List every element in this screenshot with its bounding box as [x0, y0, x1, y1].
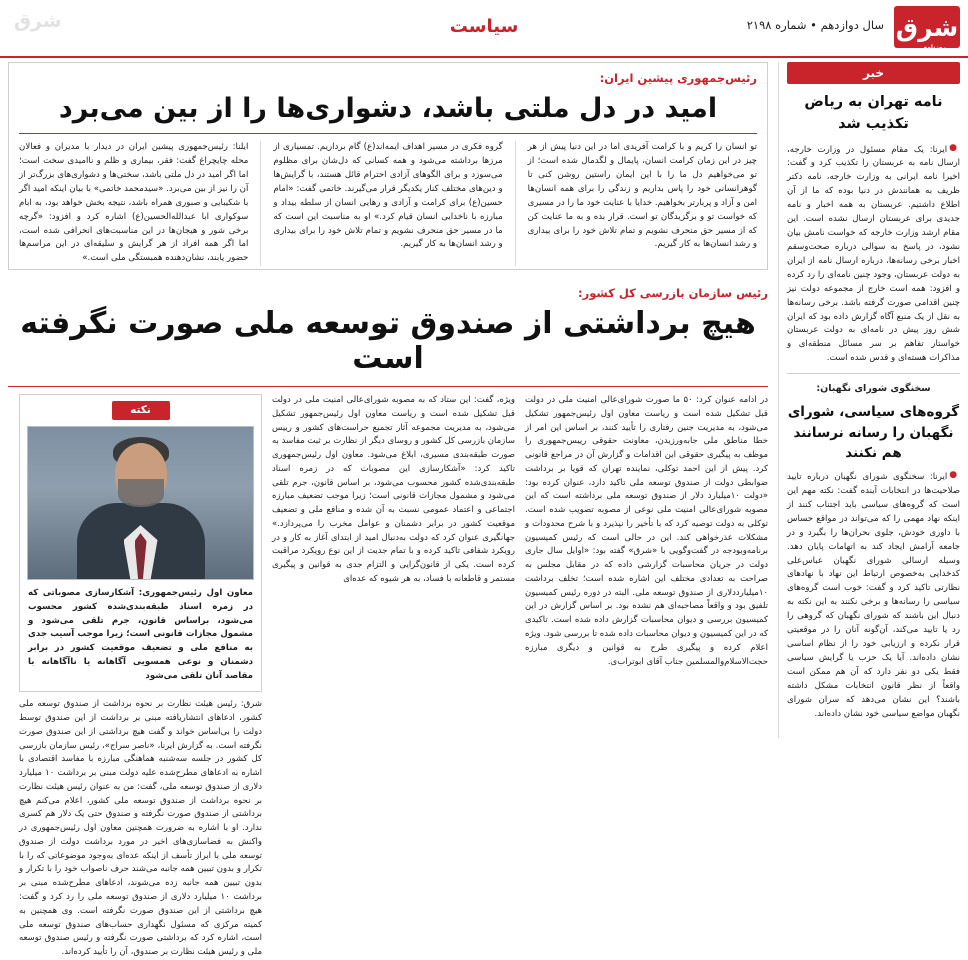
- issue-info: سال دوازدهم • شماره ۲۱۹۸: [746, 18, 884, 32]
- article-top: [8, 62, 768, 270]
- article-top-col-right: ایلنا: رئیس‌جمهوری پیشین ایران در دیدار با مدیران و فعالان محله چایچراغ گفت: فقر، بیماری و ظلم و ناامیدی سخت است؛ اما اگر امید در دل ملتی باشد، سختی‌ها و دشواری‌های بزرگ‌تر از آن را نیز از بین می‌برد. «سیدمحمد خاتمی» با بیان اینکه امید اگر با شکیبایی و صبوری همراه باشد، نتیجه بخش خواهد بود، به ابام سوکواری ابا عبدالله‌الحسین(ع) اشاره کرد و افزود: «گرچه برخی شور و هیجان‌ها در این مناسبت‌های انحرافی شده است، اما اگر همه افراد از هر گرایش و سلیقه‌ای در این مراسم‌ها حضور یابند، نشان‌دهنده همبستگی ملی است.»: [19, 142, 249, 264]
- sidebar-item-1-body: ●ایرنا: یک مقام مسئول در وزارت خارجه، ارسال نامه به عربستان را تکذیب کرد و گفت: اخیرا نامه ایرانی به وزارت خارجه، نامه دکتر ظریف به همانندش در دنیا بوده که ما از آن اطلاع داشتیم. عربستان به همه اخبار و نامه جدیدی برای عربستان ارسال نشده است. این مقام ارشد وزارت خارجه که خواست نامش بیان نشود، در پاسخ به سوالی درباره صحت‌وسقم اخبار برخی رسانه‌ها، درباره ارسال نامه از ایران به دولت عربستان، وجود چنین نامه‌ای را رد کرده و افزود: همه است خارج از مجموعه دولت نیز چنین اقدامی صورت گرفته باشد. برخی رسانه‌ها به نقل از یک منبع آگاه گزارش داده بود که ایران شش روز پیش در نامه‌ای به دولت عربستان خواستار تفاهم بر سر مسائل منطقه‌ای و مذاکرات هسته‌ای و قدس شده است.: [787, 142, 960, 364]
- article-top-columns: [19, 141, 757, 266]
- divider: [787, 373, 960, 374]
- photo-beard: [118, 479, 164, 507]
- article-main-kicker: رئیس سازمان بازرسی کل کشور:: [578, 286, 768, 300]
- article-main-headline: هیچ برداشتی از صندوق توسعه ملی صورت نگرفته است: [20, 306, 756, 376]
- article-main-col-right-text: شرق: رئیس هیئت نظارت بر نحوه برداشت از صندوق توسعه ملی کشور، ادعاهای انتشاریافته مبنی بر برداشت از این صندوق توسط دولت را بی‌اساس خواند و گفت هیچ برداشتی از این صندوق صورت نگرفته است. به گزارش ایرنا، «ناصر سراج»، رئیس سازمان بازرسی کل کشور در جلسه سه‌شنبه هماهنگی مبارزه با مفاسد اقتصادی با اشاره به ادعاهای مطرح‌شده علیه دولت مبنی بر برداشت ۱۰ میلیارد دلاری از صندوق توسعه ملی، گفت: من به عنوان رئیس هیئت نظارت بر نحوه برداشت از صندوق توسعه ملی کشور، اعلام می‌کنم هیچ برداشتی از صندوق صورت نگرفته و صندوق حتی یک دلار هم کسری ندارد. او با اشاره به ضرورت همچنین معاون اول رئیس‌جمهوری در واکنش به فضاسازی‌های اخیر در مورد برداشت دولت از صندوق توسعه ملی با ابراز تأسف از اینکه عده‌ای به‌وجود موضوعاتی که را با تکرار و بدون تبیین همه جانبه می‌شند حرف ناصواب خود را با تکرار و بدون تبیین همه جانبه زده می‌شوند، ادعاهای مطرح‌شده مبنی بر برداشت ۱۰ میلیارد دلاری از صندوق توسعه ملی را رد کرد و گفت: هیچ برداشتی از این صندوق صورت نگرفته است. وی همچنین به کمیته مرکزی که مسئول نگهداری حساب‌های صندوق توسعه ملی است، اشاره کرد که برداشتی صورت نگرفته و رئیس صندوق توسعه ملی و رئیس هیئت نظارت بر صندوق، آن را تأیید کرده‌اند.: [19, 699, 262, 958]
- masthead: [0, 0, 968, 58]
- logo-subtitle: روزنامه: [923, 44, 946, 51]
- note-box: [19, 394, 262, 692]
- page-title: سیاست: [449, 16, 519, 37]
- note-badge: نکته: [112, 401, 170, 420]
- divider: [8, 386, 768, 387]
- news-sidebar: [778, 62, 960, 738]
- portrait-photo: [27, 426, 253, 580]
- logo-text: شرق: [895, 12, 959, 42]
- divider: [515, 141, 516, 266]
- bullet-icon: ●: [949, 470, 960, 480]
- bullet-icon: ●: [949, 142, 960, 153]
- sidebar-item-2-title: گروه‌های سیاسی، شورای نگهبان را رسانه نرسانند هم نکنند: [787, 404, 960, 461]
- article-main-columns: [8, 394, 768, 958]
- article-top-headline: امید در دل ملتی باشد، دشواری‌ها را از بین می‌برد: [58, 93, 718, 124]
- sidebar-item-1-title: نامه تهران به ریاض تکذیب شد: [804, 94, 943, 132]
- divider: [19, 133, 757, 134]
- article-main-col-mid: [272, 394, 515, 782]
- note-text: معاون اول رئیس‌جمهوری: آشکارسازی مصوباتی که در زمره اسناد طبقه‌بندی‌شده کشور محسوب می‌شود، براساس قانون، جرم تلقی می‌شود و مشمول مجازات قانونی است؛ زیرا موجب آسیب جدی به منافع ملی و تضعیف موقعیت کشور در برابر دشمنان و نوعی همسویی آگاهانه یا ناآگاهانه با مقاصد آنان تلقی می‌شود: [28, 588, 253, 681]
- article-main: [8, 286, 768, 958]
- article-main-col-mid-text: ویژه، گفت: این ستاد که به مصوبه شورای‌عالی امنیت ملی در دولت قبل تشکیل شده است و ریاست معاون اول رئیس‌جمهور تشکیل می‌شود، به مدیریت مجموعه آثار تجمیع حراست‌های کشور و رییس سازمان بازرسی کل کشور و روسای دیگر از نظارت بر ثبت مفاسد به صورت طبقه‌بندی مسیری، ابلاغ می‌شود. معاون اول رئیس‌جمهوری تاکید کرد: «آشکارسازی این مصوبات که در زمره اسناد طبقه‌بندی‌شده کشور محسوب می‌شود، بر اساس قانون، جرم تلقی می‌شود و مشمول مجازات قانونی است؛ زیرا موجب تضعیف مبارزه اجتماعی و اعتماد عمومی نسبت به آن شده و منافع ملی و تضعیف موقعیت کشور در برابر دشمنان و عوامل مخرب را می‌پردازد.» جهانگیری عنوان کرد که دولت به‌دنبال امید از ابتدای آغاز به کار و در رویکرد شفافی تاکید کرده و با تمام جدیت از این نوع رویکرد مراقبت کرده است. یکی از قانون‌گرایی و التزام جدی به قوانین و پیگیری مستمر و قاطعانه با فساد، به هر شیوه که عده‌ای: [272, 395, 515, 584]
- watermark: شرق: [14, 10, 62, 32]
- article-main-col-left: در ادامه عنوان کرد: ۵۰ ما صورت شورای‌عالی امنیت ملی در دولت قبل تشکیل شده است و ریاست معاون اول رئیس‌جمهور تشکیل می‌شود، به مدیریت جنین رفتاری را تأیید کنند، بر اساس این امر از خطا مناطق ملی جابه‌ورزیدن، معاونت حقوقی رییس‌جمهوری را موظف به پیگیری حقوقی این اقدامات و گزارش آن در مراجع قانونی کرد. پیش از این احمد توکلی، نماینده تهران که قویا بر برداشت ضوابطی دولت از صندوق توسعه ملی تاکید دارد، عنوان کرده بود: «دولت ۱۰میلیارد دلار از صندوق توسعه ملی برداشته است که این مصوبه شورای‌عالی امنیت ملی نوعی از مصوبه تصویب شده است. توکلی به دولت توصیه کرد که با تأخیر را نپذیرد و با شرح محدودات و مشکلات عذرخواهی کند. این در حالی است که رئیس کمیسیون برنامه‌وبودجه در گفت‌وگویی با «شرق» گفته بود: «اوایل سال جاری دولت در جریان محاسبات گزارشی داده که در مقابل مجلس به صراحت به تعدادی مختلف این اشاره شده است؛ تخلف برداشت ۱۰میلیارددلاری از صندوق توسعه ملی. البته در دوره رئیس کمیسیون تلفیق بود و واقعاً مصاحبه‌ای هم نشده بود. بر اساس گزارش در این کمیسیون بررسی و دیوان محاسبات گزارش داده شده است. تاکیدی که در این کمیسیون و دیوان محاسبات داده شده تا بررسی شود. ویژه اعلام کرده و پیگیری طرح به قوانین و دیگری مبارزه حجت‌الاسلام‌والمسلمین جناب آقای ابوتراب‌ی.: [525, 395, 768, 667]
- article-top-col-left: تو انسان را کریم و با کرامت آفریدی اما در این دنیا پیش از هر چیز در این زمان کرامت انسان، پایمال و لگدمال شده است؛ از تو می‌خواهیم دل ما را با این ایمان راستین روشن کنی تا گوهرانسانی خود را پاس بداریم و زندگی را برای همه انسان‌ها امن و آزاد و پربارتر بخواهیم. خدایا با عنایت خود ما را در مسیری که خواست تو و برگزیدگان تو است. قرار بده و به ما عنایت کن که از مسیر حق منحرف نشویم و تمام تلاش خود را برای بیداری و رشد انسان‌ها به کار گیریم.: [527, 142, 757, 250]
- sidebar-item-2-kicker: سخنگوی شورای نگهبان:: [816, 383, 931, 395]
- article-top-col-mid: گروه فکری در مسیر اهداف ایمه‌اند(ع) گام برداریم. تمسیاری از مرزها برداشته می‌شود و همه کسانی که دل‌شان برای مظلوم می‌سوزد و برای الگوهای آزادی احترام قائل هستند، با گرایش‌ها و دین‌های مختلف کنار یکدیگر قرار می‌گیرند. خاتمی گفت: «امام حسین(ع) برای کرامت و آزادی و رهایی انسان از سلطه بیداد و مبارزه با ناخدایی انسان قیام کرد.» او به مناسبت این است که ما در مسیر حق منحرف نشویم و تمام تلاش خود را برای بیداری و رشد انسان‌ها به کار گیریم.: [273, 142, 503, 250]
- sidebar-badge: خبر: [787, 62, 960, 84]
- divider: [260, 141, 261, 266]
- article-main-col-right: [19, 394, 262, 958]
- sidebar-item-2-body: ●ایرنا: سخنگوی شورای نگهبان درباره تایید صلاحیت‌ها در انتخابات آینده گفت: نکته مهم این است که گروه‌های سیاسی باید اجتناب کنند از اینکه نهاد مهمی را که می‌تواند در مواقع حساس با داوری خودش، جلوی بحران‌ها را بگیرد و در جامعه آرامش ایجاد کند به اتهامات پایان دهد. وسیله ارسالی شورای نگهبان عباس‌علی کدخدایی به‌خصوص ارتباط این نهاد با نهادهای نظارتی تاکید کرد و گفت: خوب است گروه‌های سیاسی را رسانه‌ها و برخی نکنند به این نکته به دنبال این باشند که شورای نگهبان که گروهی را رد یا تایید می‌کند، آن‌گونه آنان را در موقعیتی قرار نکرده و ارزیابی خود را از نظام اساسی نشان داده‌اند. آیا یک حزب یا گرایش سیاسی فقط یکی دو نفر دارد که آن هم ممکن است واقعاً از نظر قانون انتخابات مشکل داشته باشند؟ این نشان می‌دهد که سران شورای نگهبان مواضع سیاسی خود نشان داده‌اند.: [787, 470, 960, 719]
- article-top-kicker: رئیس‌جمهوری پیشین ایران:: [599, 71, 757, 85]
